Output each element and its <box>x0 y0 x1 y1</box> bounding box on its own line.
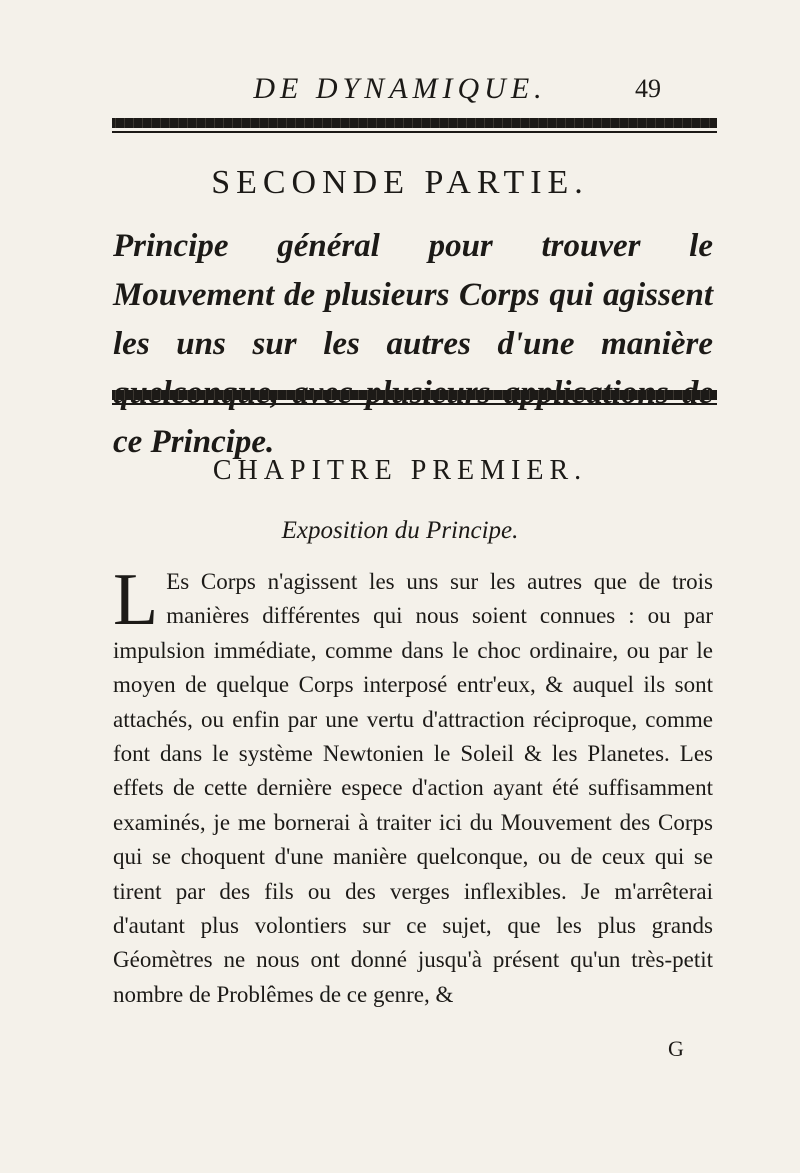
chapter-title: CHAPITRE PREMIER. <box>212 455 588 486</box>
running-head: DE DYNAMIQUE. <box>253 72 547 105</box>
body-text: Es Corps n'agissent les uns sur les autres que de trois manières différentes qui nous soient connues : ou par impulsion immédiate, comme dans le choc ordinaire, ou par le moyen de quelque Corps interposé entr'eux, & auquel ils sont attachés, ou enfin par une vertu d'attraction réciproque, comme font dans le système Newtonien le Soleil & les Planetes. Les effets de cette dernière espece d'action ayant été suffisamment examinés, je me bornerai à traiter ici du Mouvement des Corps qui se choquent d'une manière quelconque, ou de ceux qui se tirent par des fils ou des verges inflexibles. Je m'arrêterai d'autant plus volontiers sur ce sujet, que les plus grands Géomètres ne nous ont donné jusqu'à présent qu'un très-petit nombre de Problêmes de ce genre, & <box>113 569 713 1007</box>
ornamental-rule-middle <box>112 390 717 400</box>
ornamental-rule-top <box>112 118 717 128</box>
body-paragraph <box>113 559 713 1012</box>
section-title: Exposition du Principe. <box>281 517 519 544</box>
drop-cap: L <box>113 559 159 641</box>
catchword: G <box>668 1036 684 1061</box>
page-number: 49 <box>635 74 661 103</box>
part-title: SECONDE PARTIE. <box>211 164 589 201</box>
part-subtitle: Principe général pour trouver le Mouvement de plusieurs Corps qui agissent les uns sur les autres d'une manière ce Principe. <box>113 228 713 460</box>
